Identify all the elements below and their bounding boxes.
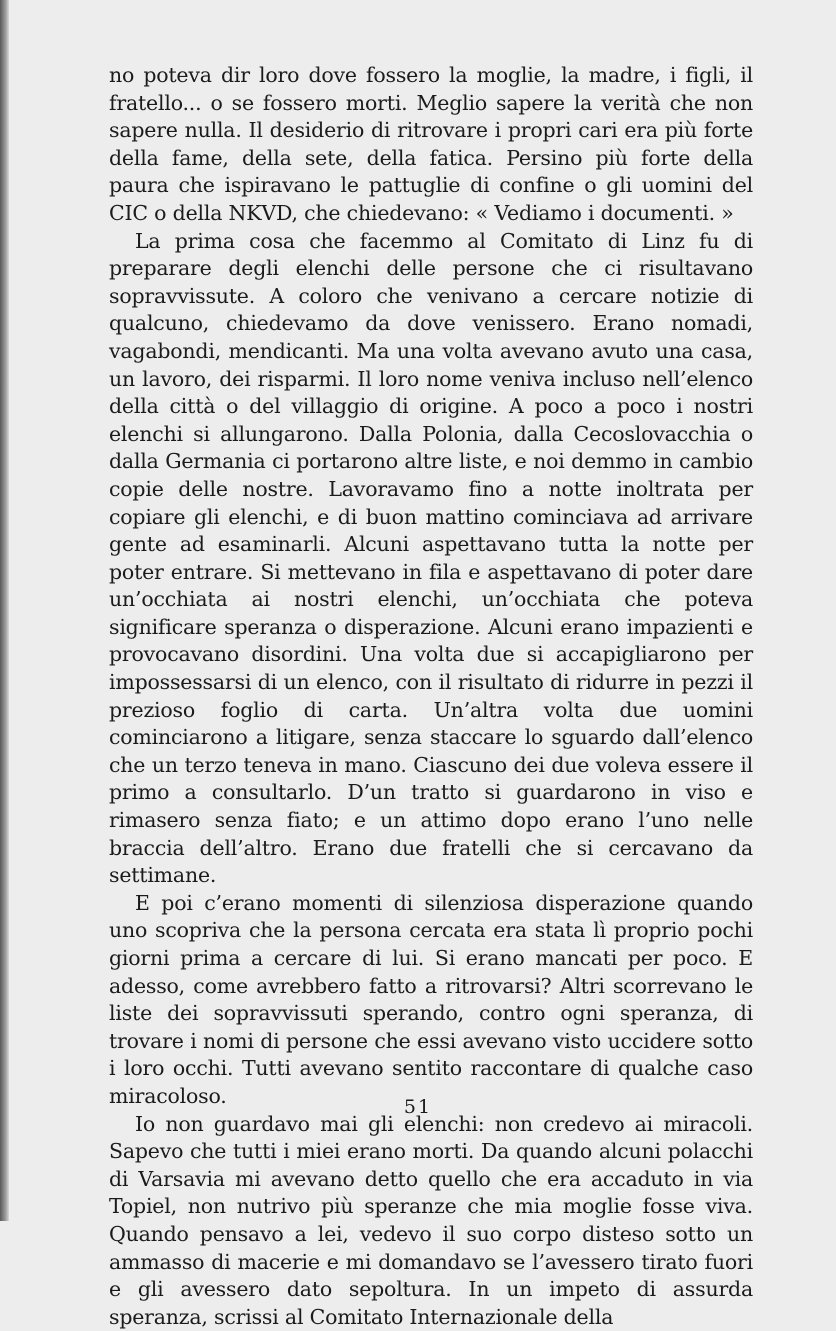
paragraph-3: E poi c’erano momenti di silenziosa disperazione quando uno scopriva che la persona cercata era stata lì proprio pochi giorni prima a cercare di lui. Si erano mancati per poco. E adesso, come avrebbero fatto a ritrovarsi? Altri scorrevano le liste dei sopravvissuti sperando, contro ogni speranza, di trovare i nomi di persone che essi avevano visto uccidere sotto i loro occhi. Tutti avevano sentito raccontare di qualche caso miracoloso. (109, 890, 753, 1108)
paragraph-4: Io non guardavo mai gli elenchi: non credevo ai miracoli. Sapevo che tutti i miei erano morti. Da quando alcuni polacchi di Varsavia mi avevano detto quello che era accaduto in via Topiel, non nutrivo più speranze che mia moglie fosse viva. Quando pensavo a lei, vedevo il suo corpo disteso sotto un ammasso di macerie e mi domandavo se l’avessero tirato fuori e gli avessero dato sepoltura. In un impeto di assurda speranza, scrissi al Comitato Internazionale della (109, 1111, 753, 1329)
paragraph-2: La prima cosa che facemmo al Comitato di Linz fu di preparare degli elenchi delle persone che ci risultavano sopravvissute. A coloro che venivano a cercare notizie di qualcuno, chiedevamo da dove venissero. Erano nomadi, vagabondi, mendicanti. Ma una volta avevano avuto una casa, un lavoro, dei risparmi. Il loro nome veniva incluso nell’elenco della città o del villaggio di origine. A poco a poco i nostri elenchi si allungarono. Dalla Polonia, dalla Cecoslovacchia o dalla Germania ci portarono altre liste, e noi demmo in cambio copie delle nostre. Lavoravamo fino a notte inoltrata per copiare gli elenchi, e di buon mattino cominciava ad arrivare gente ad esaminarli. Alcuni aspettavano tutta la notte per poter entrare. Si mettevano in fila e aspettavano di poter dare un’occhiata ai nostri elenchi, un’occhiata che poteva significare speranza o disperazione. Alcuni erano impazienti e provocavano disordini. Una volta due si accapigliarono per impossessarsi di un elenco, con il risultato di ridurre in pezzi il prezioso foglio di carta. Un’altra volta due uomini cominciarono a litigare, senza staccare lo sguardo dall’elenco che un terzo teneva in mano. Ciascuno dei due voleva essere il primo a consultarlo. D’un tratto si guardarono in viso e rimasero senza fiato; e un attimo dopo erano l’uno nelle braccia dell’altro. Erano due fratelli che si cercavano da settimane. (109, 228, 753, 888)
paragraph-1: no poteva dir loro dove fossero la moglie, la madre, i figli, il fratello... o se fossero morti. Meglio sapere la verità che non sapere nulla. Il desiderio di ritrovare i propri cari era più forte della fame, della sete, della fatica. Persino più forte della paura che ispiravano le pattuglie di confine o gli uomini del CIC o della NKVD, che chiedevano: « Vediamo i documenti. » (109, 63, 753, 225)
body-text (109, 62, 753, 1331)
page-number: 51 (403, 1096, 433, 1118)
page-binding-edge (0, 0, 9, 1221)
